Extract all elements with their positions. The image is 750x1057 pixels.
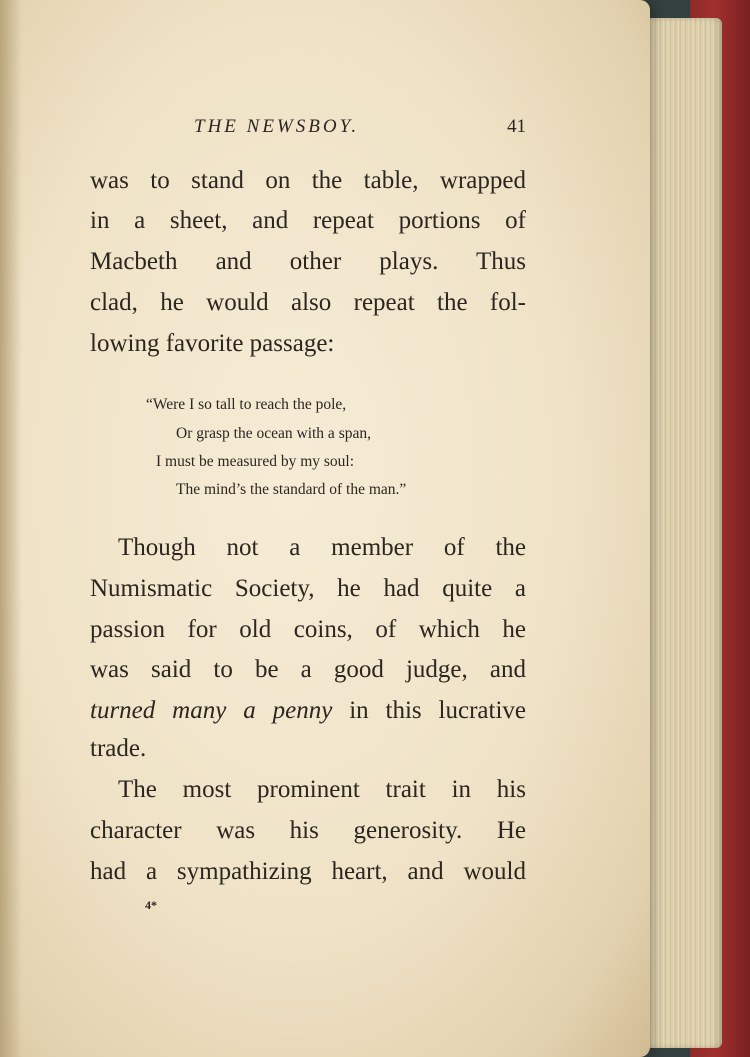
text-line: Macbeth and other plays. Thus <box>90 248 526 275</box>
running-head <box>90 116 526 140</box>
text-line: in a sheet, and repeat portions of <box>90 207 526 234</box>
running-title: THE NEWSBOY. <box>194 116 360 137</box>
text-line: Though not a member of the <box>118 534 526 561</box>
text-line: Numismatic Society, he had quite a <box>90 575 526 602</box>
text-line: was said to be a good judge, and <box>90 656 526 683</box>
text-line: The most prominent trait in his <box>118 776 526 803</box>
text-line: character was his generosity. He <box>90 817 526 844</box>
text-line: passion for old coins, of which he <box>90 616 526 643</box>
text-line: was to stand on the table, wrapped <box>90 167 526 194</box>
text-line: trade. <box>90 735 147 762</box>
page-number: 41 <box>507 116 526 137</box>
text-line: clad, he would also repeat the fol- <box>90 289 526 316</box>
verse-line: The mind’s the standard of the man.” <box>176 481 407 498</box>
verse-line: Or grasp the ocean with a span, <box>176 425 371 442</box>
text-span: in this lucrative <box>332 697 526 724</box>
italic-phrase: turned many a penny <box>90 697 333 724</box>
signature-mark: 4* <box>145 898 157 912</box>
page-gutter <box>0 0 22 1057</box>
verse-line: I must be measured by my soul: <box>156 453 355 470</box>
text-line: lowing favorite passage: <box>90 330 335 357</box>
verse-line: “Were I so tall to reach the pole, <box>146 396 347 413</box>
text-line <box>90 697 526 725</box>
text-line: had a sympathizing heart, and would <box>90 858 526 885</box>
